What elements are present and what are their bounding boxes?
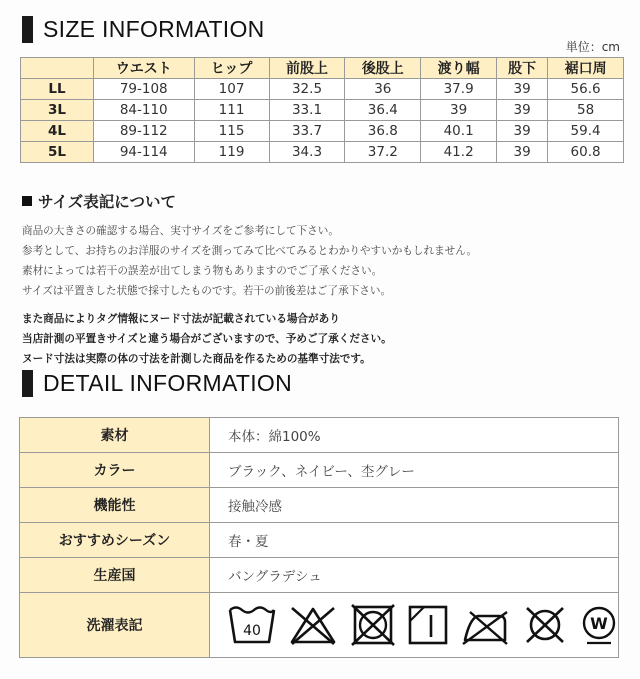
header-thigh: 渡り幅: [421, 58, 497, 79]
size-label: 4L: [21, 121, 94, 142]
table-cell: 107: [194, 79, 269, 100]
table-cell: 34.3: [269, 142, 345, 163]
note-line: サイズは平置きした状態で採寸したものです。若干の前後差はご了承下さい。: [22, 285, 392, 297]
no-tumble-dry-icon: [350, 604, 396, 646]
header-hem: 裾口周: [548, 58, 624, 79]
header-back-rise: 後股上: [345, 58, 421, 79]
detail-label: 機能性: [20, 488, 210, 523]
table-cell: 39: [497, 100, 548, 121]
wet-clean-text: W: [590, 614, 608, 633]
table-row: [21, 142, 624, 163]
header-corner: [21, 58, 94, 79]
table-cell: 37.2: [345, 142, 421, 163]
detail-value: 春・夏: [210, 523, 619, 558]
size-label: LL: [21, 79, 94, 100]
table-cell: 36.4: [345, 100, 421, 121]
detail-section-title: DETAIL INFORMATION: [43, 370, 293, 396]
table-cell: 111: [194, 100, 269, 121]
detail-value: 接触冷感: [210, 488, 619, 523]
line-dry-icon: [408, 604, 448, 646]
detail-value: バングラデシュ: [210, 558, 619, 593]
wash-40-icon: [228, 604, 276, 646]
table-cell: 39: [497, 121, 548, 142]
table-cell: 39: [421, 100, 497, 121]
size-table-header-row: [21, 58, 624, 79]
size-label: 5L: [21, 142, 94, 163]
detail-row-season: [20, 523, 619, 558]
detail-table: [19, 417, 619, 658]
detail-value: ブラック、ネイビー、杢グレー: [210, 453, 619, 488]
section-bar: [22, 370, 33, 397]
table-cell: 39: [497, 142, 548, 163]
wash-temp-text: 40: [243, 623, 261, 639]
header-hip: ヒップ: [194, 58, 269, 79]
table-cell: 58: [548, 100, 624, 121]
care-icons-cell: [210, 593, 619, 658]
detail-row-care: [20, 593, 619, 658]
table-row: [21, 79, 624, 100]
table-cell: 37.9: [421, 79, 497, 100]
detail-label: 洗濯表記: [20, 593, 210, 658]
size-table: [20, 57, 624, 163]
table-cell: 36: [345, 79, 421, 100]
no-dry-clean-icon: [522, 604, 568, 646]
bold-note-line: 当店計測の平置きサイズと違う場合がございますので、予めご了承ください。: [22, 333, 392, 345]
header-waist: ウエスト: [94, 58, 195, 79]
table-cell: 84-110: [94, 100, 195, 121]
detail-row-origin: [20, 558, 619, 593]
section-bar: [22, 16, 33, 43]
bold-note-line: また商品によりタグ情報にヌード寸法が記載されている場合があり: [22, 313, 340, 325]
note-line: 参考として、お持ちのお洋服のサイズを測ってみて比べてみるとわかりやすいかもしれません。: [22, 245, 478, 257]
detail-label: カラー: [20, 453, 210, 488]
detail-row-material: [20, 418, 619, 453]
square-bullet-icon: [22, 196, 32, 206]
size-label: 3L: [21, 100, 94, 121]
unit-label: 単位：cm: [565, 40, 620, 54]
note-line: 素材によっては若干の誤差が出てしまう物もありますのでご了承ください。: [22, 265, 383, 277]
table-cell: 36.8: [345, 121, 421, 142]
table-cell: 40.1: [421, 121, 497, 142]
table-cell: 89-112: [94, 121, 195, 142]
notes-title: [22, 190, 622, 212]
size-section-header: [22, 16, 265, 43]
table-cell: 33.1: [269, 100, 345, 121]
header-front-rise: 前股上: [269, 58, 345, 79]
table-row: [21, 100, 624, 121]
notes-title-text: サイズ表記について: [38, 193, 176, 211]
table-cell: 33.7: [269, 121, 345, 142]
table-cell: 39: [497, 79, 548, 100]
table-cell: 79-108: [94, 79, 195, 100]
detail-section-header: [22, 370, 292, 397]
iron-low-icon: [460, 604, 510, 646]
detail-label: おすすめシーズン: [20, 523, 210, 558]
table-cell: 41.2: [421, 142, 497, 163]
table-cell: 59.4: [548, 121, 624, 142]
bold-note-line: ヌード寸法は実際の体の寸法を計測した商品を作るための基準寸法です。: [22, 353, 371, 365]
table-row: [21, 121, 624, 142]
size-notes: [22, 190, 622, 369]
no-bleach-icon: [288, 604, 338, 646]
table-cell: 94-114: [94, 142, 195, 163]
header-inseam: 股下: [497, 58, 548, 79]
detail-row-function: [20, 488, 619, 523]
nude-size-notes: [22, 309, 622, 369]
table-cell: 60.8: [548, 142, 624, 163]
detail-label: 生産国: [20, 558, 210, 593]
detail-label: 素材: [20, 418, 210, 453]
table-cell: 56.6: [548, 79, 624, 100]
table-cell: 32.5: [269, 79, 345, 100]
detail-row-color: [20, 453, 619, 488]
table-cell: 119: [194, 142, 269, 163]
note-line: 商品の大きさの確認する場合、実寸サイズをご参考にして下さい。: [22, 225, 339, 237]
size-section-title: SIZE INFORMATION: [43, 16, 265, 42]
table-cell: 115: [194, 121, 269, 142]
care-icons: [228, 604, 618, 646]
wet-clean-icon: [580, 604, 618, 646]
detail-value: 本体：綿100%: [210, 418, 619, 453]
